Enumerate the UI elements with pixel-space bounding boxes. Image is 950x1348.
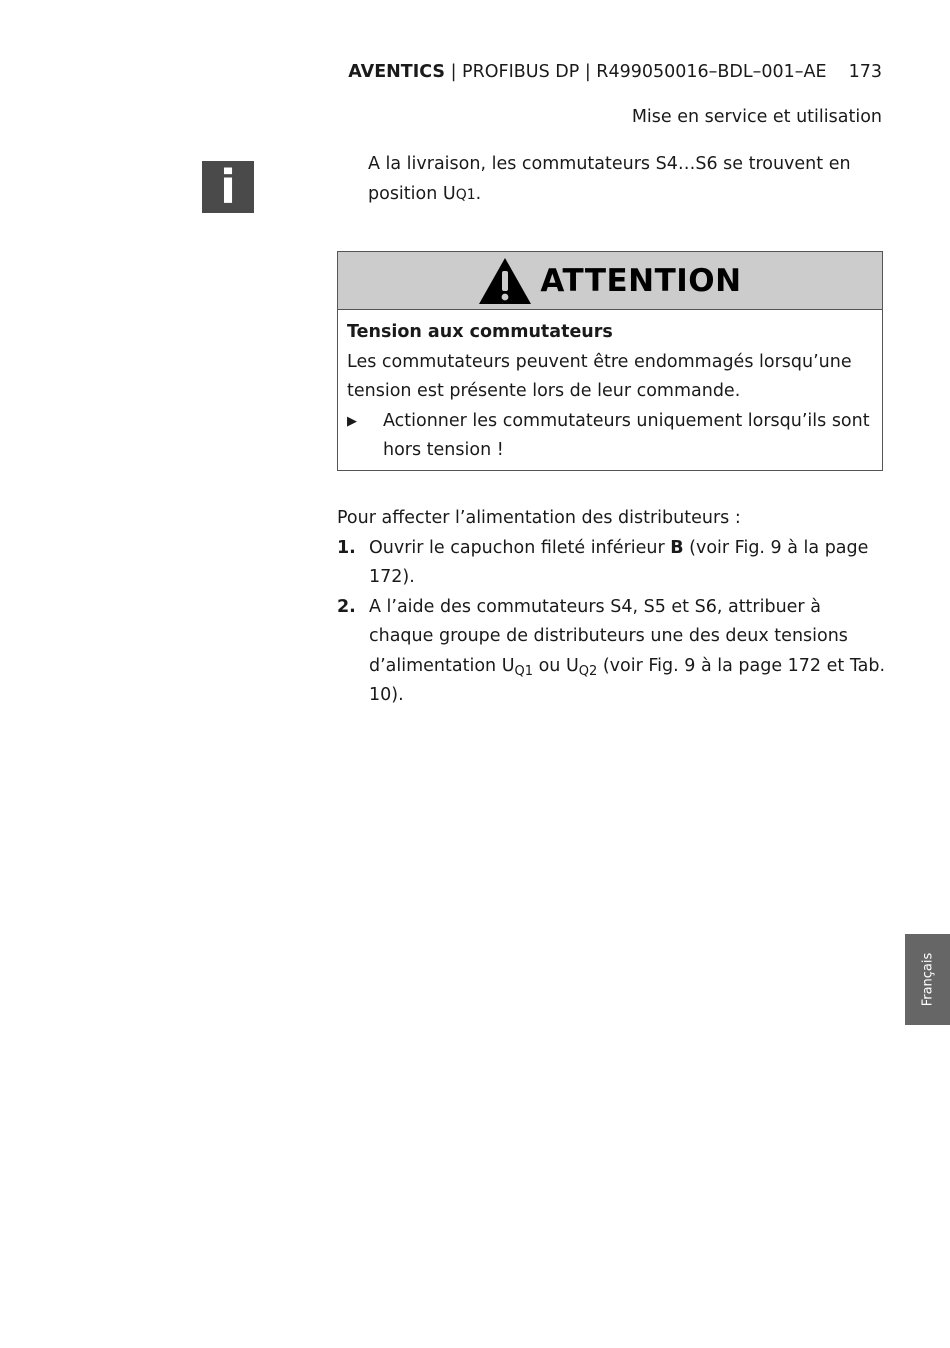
attention-box	[337, 251, 883, 471]
step-text-mid: ou	[533, 655, 566, 676]
section-title: Mise en service et utilisation	[631, 107, 882, 127]
attention-body	[338, 310, 882, 466]
attention-bullet-text: Actionner les commutateurs uniquement lorsqu’ils sont hors tension !	[383, 410, 870, 460]
attention-text: Les commutateurs peuvent être endommagés lorsqu’une tension est présente lors de leur commande.	[347, 351, 852, 401]
procedure-intro: Pour affecter l’alimentation des distributeurs :	[337, 508, 741, 528]
language-tab[interactable]	[905, 934, 950, 1025]
info-note	[368, 150, 883, 210]
info-icon: i	[202, 161, 254, 213]
running-header	[300, 62, 882, 82]
step-text-before: Ouvrir le capuchon fileté inférieur	[369, 537, 671, 558]
bullet-arrow-icon: ▶	[347, 413, 357, 429]
step-number: 1.	[337, 537, 356, 558]
procedure-step	[337, 593, 887, 711]
step-text	[369, 593, 887, 711]
info-note-suffix: .	[475, 183, 482, 204]
document-reference: | PROFIBUS DP | R499050016–BDL–001–AE	[445, 62, 827, 82]
step-text-bold: B	[670, 537, 684, 558]
attention-subtitle: Tension aux commutateurs	[347, 322, 613, 342]
voltage-u2-subscript: Q2	[578, 663, 598, 679]
brand-name: AVENTICS	[348, 62, 446, 82]
attention-header	[338, 252, 882, 310]
step-text-after: (voir Fig. 9 à la page 172 et Tab. 10).	[369, 655, 886, 705]
voltage-u2: U	[565, 655, 579, 676]
language-tab-label: Français	[920, 952, 935, 1007]
attention-title: ATTENTION	[540, 262, 742, 299]
info-note-text: A la livraison, les commutateurs S4…S6 se trouvent en position U	[368, 154, 851, 204]
step-text	[369, 534, 887, 593]
attention-bullet	[347, 407, 873, 466]
procedure-step	[337, 534, 887, 593]
page-number: 173	[848, 62, 882, 82]
info-note-subscript: Q1	[455, 186, 476, 203]
step-text-main: A l’aide des commutateurs S4, S5 et S6, attribuer à chaque groupe de distributeurs une des deux tensions d’alimentation	[369, 596, 848, 676]
warning-triangle-icon	[478, 257, 532, 305]
procedure	[337, 504, 887, 711]
voltage-u1: U	[501, 655, 515, 676]
voltage-u1-subscript: Q1	[514, 663, 534, 679]
step-text-after: (voir Fig. 9 à la page 172).	[369, 537, 869, 587]
step-number: 2.	[337, 596, 356, 617]
